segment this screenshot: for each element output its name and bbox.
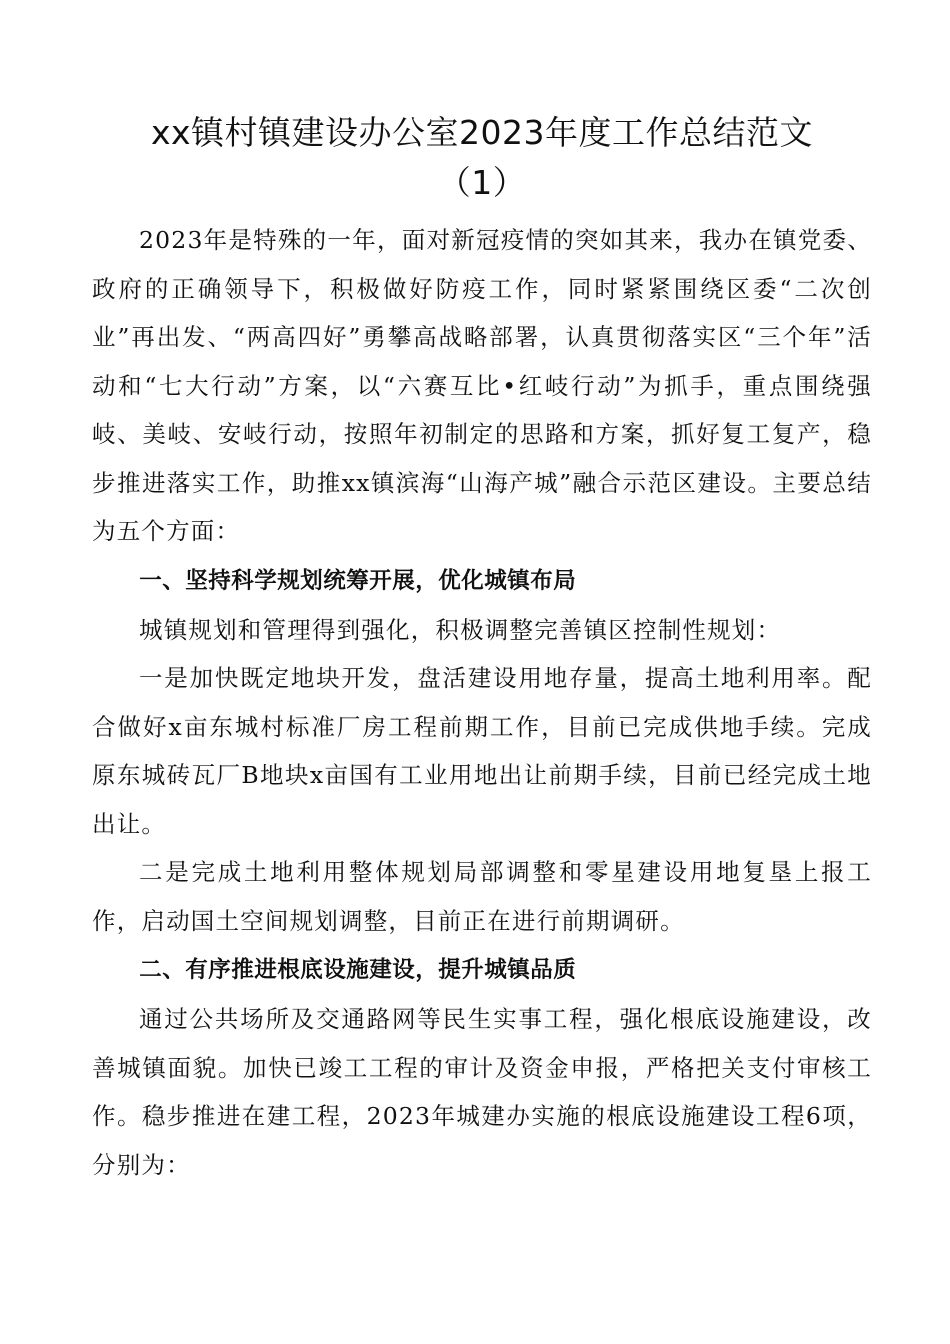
section-heading-1: 一、坚持科学规划统筹开展，优化城镇布局 bbox=[139, 567, 577, 594]
document-body bbox=[92, 216, 872, 1189]
intro-paragraph: 2023年是特殊的一年，面对新冠疫情的突如其来，我办在镇党委、政府的正确领导下，积极做好防疫工作，同时紧紧围绕区委“二次创业”再出发、“两高四好”勇攀高战略部署，认真贯彻落实区“三个年”活动和“七大行动”方案，以“六赛互比•红岐行动”为抓手，重点围绕强岐、美岐、安岐行动，按照年初制定的思路和方案，抓好复工复产，稳步推进落实工作，助推xx镇滨海“山海产城”融合示范区建设。主要总结为五个方面： bbox=[92, 226, 872, 545]
title-line-1: xx镇村镇建设办公室2023年度工作总结范文 bbox=[150, 113, 814, 152]
section-1-paragraph-3: 二是完成土地利用整体规划局部调整和零星建设用地复垦上报工作，启动国土空间规划调整，目前正在进行前期调研。 bbox=[92, 858, 872, 935]
document-page bbox=[92, 108, 872, 1189]
section-1-paragraph-1: 城镇规划和管理得到强化，积极调整完善镇区控制性规划： bbox=[139, 615, 782, 644]
section-2-paragraph-1: 通过公共场所及交通路网等民生实事工程，强化根底设施建设，改善城镇面貌。加快已竣工工程的审计及资金申报，严格把关支付审核工作。稳步推进在建工程，2023年城建办实施的根底设施建设工程6项，分别为： bbox=[92, 1005, 872, 1179]
section-1-paragraph-2: 一是加快既定地块开发，盘活建设用地存量，提高土地利用率。配合做好x亩东城村标准厂房工程前期工作，目前已完成供地手续。完成原东城砖瓦厂B地块x亩国有工业用地出让前期手续，目前已经完成土地出让。 bbox=[92, 664, 872, 838]
document-title bbox=[92, 108, 872, 208]
title-line-2: （1） bbox=[437, 163, 527, 202]
section-heading-2: 二、有序推进根底设施建设，提升城镇品质 bbox=[139, 957, 577, 983]
